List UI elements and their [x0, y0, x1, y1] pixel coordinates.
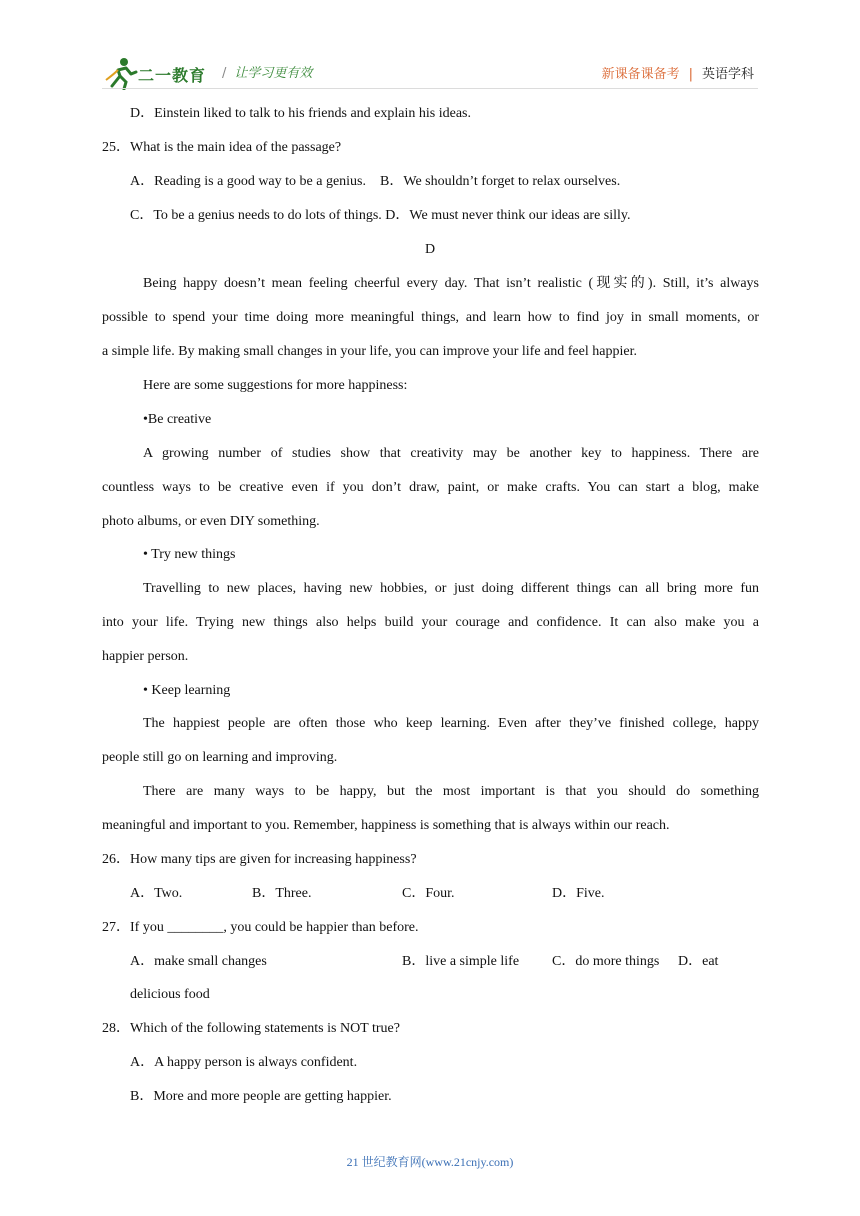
passage-p4-line2: into your life. Trying new things also helps build your courage and confidence. It can also make you a — [102, 615, 759, 630]
q25-stem: 25．What is the main idea of the passage? — [102, 140, 342, 155]
passage-p3-line1: A growing number of studies show that creativity may be another key to happiness. There are — [143, 446, 759, 461]
header-separator: | — [688, 67, 693, 82]
q27-option-b: B．live a simple life — [402, 954, 520, 969]
passage-p6-line1: There are many ways to be happy, but the most important is that you should do something — [143, 784, 759, 799]
runner-logo-icon — [104, 56, 140, 90]
slogan — [222, 62, 312, 81]
q27-stem: 27．If you ________, you could be happier than before. — [102, 920, 419, 935]
q27-option-a: A．make small changes — [130, 954, 267, 969]
passage-p1-line2: possible to spend your time doing more meaningful things, and learn how to find joy in small moments, or — [102, 310, 759, 325]
brand-logo — [104, 56, 216, 90]
slogan-text: 让学习更有效 — [234, 66, 313, 81]
course-label: 新课备课备考 — [601, 67, 680, 82]
passage-p4-line3: happier person. — [102, 649, 189, 664]
q25-options-cd: C．To be a genius needs to do lots of things. D．We must never think our ideas are silly. — [130, 208, 631, 223]
section-letter: D — [424, 242, 436, 257]
logo-text: 二一教育 — [138, 66, 207, 85]
page-header — [0, 0, 860, 100]
q25-options-ab: A．Reading is a good way to be a genius. B．We shouldn’t forget to relax ourselves. — [130, 174, 621, 189]
header-right — [602, 63, 754, 82]
heading-try-new-things: • Try new things — [143, 547, 236, 562]
passage-p4-line1: Travelling to new places, having new hobbies, or just doing different things can all bring more fun — [143, 581, 759, 596]
passage-p6-line2: meaningful and important to you. Remember, happiness is something that is always within our reach. — [102, 818, 670, 833]
q26-option-c: C．Four. — [402, 886, 455, 901]
subject-label: 英语学科 — [701, 67, 754, 82]
q28-option-a: A．A happy person is always confident. — [130, 1055, 358, 1070]
q28-option-b: B．More and more people are getting happier. — [130, 1089, 392, 1104]
passage-p1-line3: a simple life. By making small changes in your life, you can improve your life and feel happier. — [102, 344, 637, 359]
q26-option-d: D．Five. — [552, 886, 605, 901]
passage-p5-line1: The happiest people are often those who keep learning. Even after they’ve finished college, happy — [143, 716, 759, 731]
page-footer: 21 世纪教育网(www.21cnjy.com) — [346, 1155, 514, 1169]
passage-p3-line3: photo albums, or even DIY something. — [102, 514, 320, 529]
header-divider — [102, 88, 758, 89]
q26-option-a: A．Two. — [130, 886, 183, 901]
heading-be-creative: •Be creative — [143, 412, 212, 427]
passage-p1-line1: Being happy doesn’t mean feeling cheerful every day. That isn’t realistic (现实的). Still, it’s always — [143, 276, 759, 291]
q27-option-d-continued: delicious food — [130, 987, 210, 1002]
passage-p2: Here are some suggestions for more happiness: — [143, 378, 408, 393]
q28-stem: 28．Which of the following statements is NOT true? — [102, 1021, 400, 1036]
q27-option-d: D．eat — [678, 954, 719, 969]
passage-p3-line2: countless ways to be creative even if you don’t draw, paint, or make crafts. You can start a blog, make — [102, 480, 759, 495]
q26-stem: 26．How many tips are given for increasing happiness? — [102, 852, 417, 867]
heading-keep-learning: • Keep learning — [143, 683, 231, 698]
q27-option-c: C．do more things — [552, 954, 660, 969]
slash-divider-icon: / — [222, 66, 227, 81]
q26-option-b: B．Three. — [252, 886, 312, 901]
q24-option-d: D．Einstein liked to talk to his friends and explain his ideas. — [130, 106, 471, 121]
passage-p5-line2: people still go on learning and improving. — [102, 750, 338, 765]
